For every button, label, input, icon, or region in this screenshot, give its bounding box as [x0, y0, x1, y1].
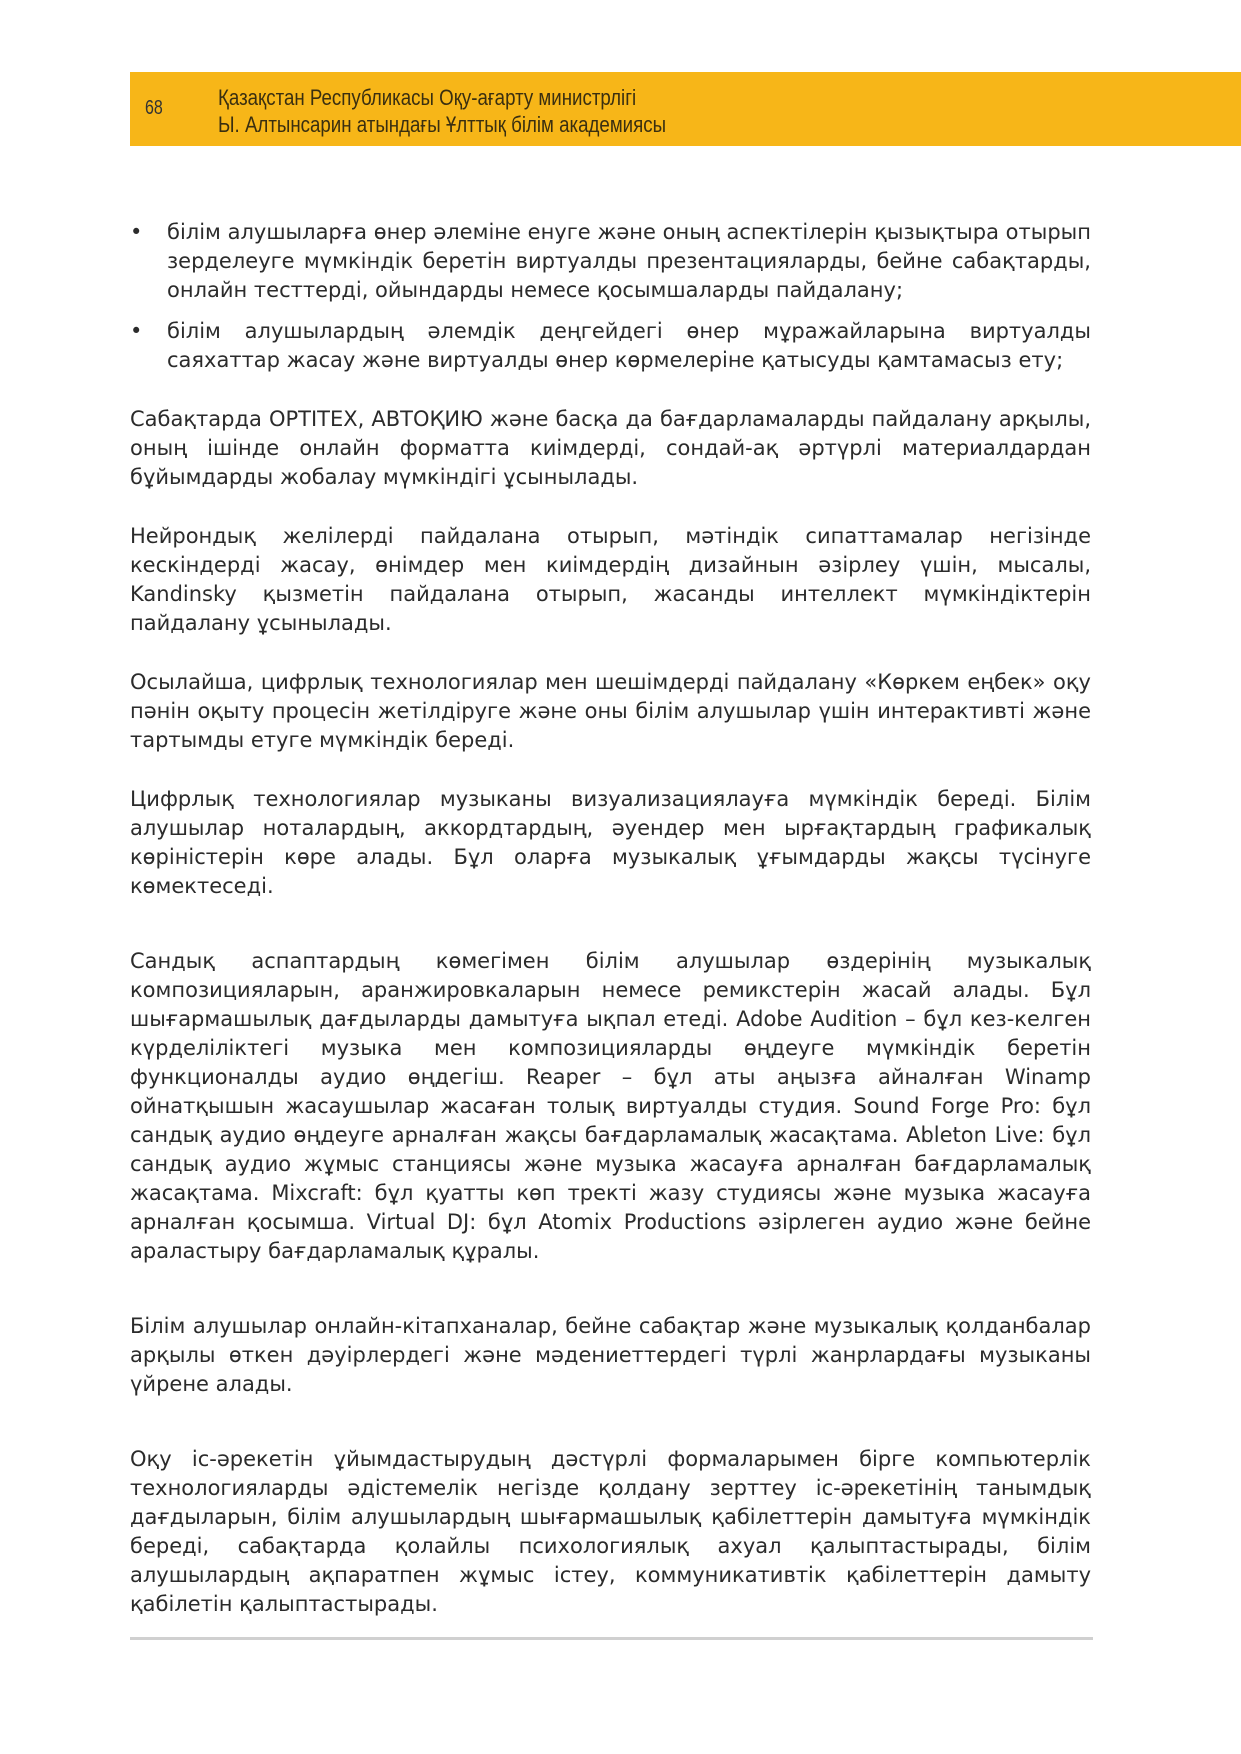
paragraph-conclusion-art: Осылайша, цифрлық технологиялар мен шешімдерді пайдалану «Көркем еңбек» оқу пәнін оқыту процесін жетілдіруге және оны білім алушылар үшін интерактивті және тартымды етуге мүмкіндік береді. [130, 670, 1091, 752]
page-body [130, 218, 1091, 1649]
bullet-item [130, 317, 1091, 375]
bullet-icon: • [130, 319, 143, 343]
paragraph-optitex: Сабақтарда OPTITEX, АВТОҚИЮ және басқа да бағдарламаларды пайдалану арқылы, оның ішінде онлайн форматта киімдерді, сондай-ақ әртүрлі материалдардан бұйымдарды жобалау мүмкіндігі ұсынылады. [130, 407, 1091, 489]
bullet-list [130, 218, 1091, 375]
footer-rule [130, 1637, 1093, 1640]
paragraph-computer-technologies: Оқу іс-әрекетін ұйымдастырудың дәстүрлі формаларымен бірге компьютерлік технологияларды әдістемелік негізде қолдану зерттеу іс-әрекетінің танымдық дағдыларын, білім алушылардың шығармашылық қабілеттерін дамытуға мүмкіндік береді, сабақтарда қолайлы психологиялық ахуал қалыптастырады, білім алушылардың ақпаратпен жұмыс істеу, коммуникативтік қабілеттерін дамыту қабілетін қалыптастырады. [130, 1447, 1091, 1616]
bullet-text: білім алушылардың әлемдік деңгейдегі өнер мұражайларына виртуалды саяхаттар жасау және виртуалды өнер көрмелеріне қатысуды қамтамасыз ету; [167, 319, 1091, 372]
paragraph-online-libraries: Білім алушылар онлайн-кітапханалар, бейне сабақтар және музыкалық қолданбалар арқылы өткен дәуірлердегі және мәдениеттердегі түрлі жанрлардағы музыканы үйрене алады. [130, 1314, 1091, 1396]
page-number: 68 [145, 97, 163, 119]
bullet-icon: • [130, 220, 143, 244]
bullet-text: білім алушыларға өнер әлеміне енуге және оның аспектілерін қызықтыра отырып зерделеуге мүмкіндік беретін виртуалды презентацияларды, бейне сабақтарды, онлайн тесттерді, ойындарды немесе қосымшаларды пайдалану; [167, 220, 1091, 302]
page-number-box [0, 72, 130, 146]
header-academy: Ы. Алтынсарин атындағы Ұлттық білім академиясы [218, 112, 667, 137]
bullet-item [130, 218, 1091, 305]
running-header [218, 84, 898, 138]
paragraph-digital-instruments: Сандық аспаптардың көмегімен білім алушылар өздерінің музыкалық композицияларын, аранжировкаларын немесе ремикстерін жасай алады. Бұл шығармашылық дағдыларды дамытуға ықпал етеді. Adobe Audition – бұл кез-келген күрделіліктегі музыка мен композицияларды өңдеуге мүмкіндік беретін функционалды аудио өңдегіш. Reaper – бұл аты аңызға айналған Winamp ойнатқышын жасаушылар жасаған толық виртуалды студия. Sound Forge Pro: бұл сандық аудио өңдеуге арналған жақсы бағдарламалық жасақтама. Ableton Live: бұл сандық аудио жұмыс станциясы және музыка жасауға арналған бағдарламалық жасақтама. Mixcraft: бұл қуатты көп тректі жазу студиясы және музыка жасауға арналған қосымша. Virtual DJ: бұл Atomix Productions әзірлеген аудио және бейне араластыру бағдарламалық құралы. [130, 949, 1091, 1263]
paragraph-music-visualization: Цифрлық технологиялар музыканы визуализациялауға мүмкіндік береді. Білім алушылар ноталардың, аккордтардың, әуендер мен ырғақтардың графикалық көріністерін көре алады. Бұл оларға музыкалық ұғымдарды жақсы түсінуге көмектеседі. [130, 787, 1091, 898]
paragraph-neural-networks: Нейрондық желілерді пайдалана отырып, мәтіндік сипаттамалар негізінде кескіндерді жасау, өнімдер мен киімдердің дизайнын әзірлеу үшін, мысалы, Kandinsky қызметін пайдалана отырып, жасанды интеллект мүмкіндіктерін пайдалану ұсынылады. [130, 524, 1091, 635]
header-ministry: Қазақстан Республикасы Оқу-ағарту министрлігі [218, 85, 637, 110]
